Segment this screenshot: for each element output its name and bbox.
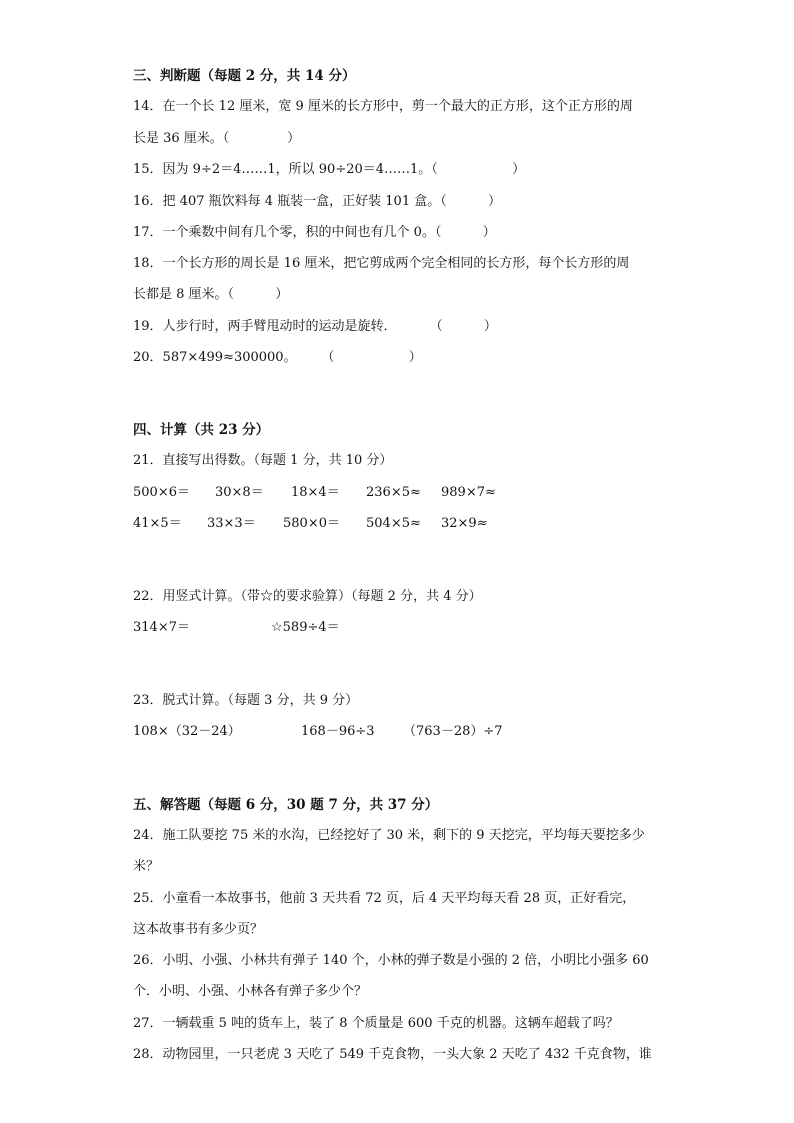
section3-heading: 三、判断题（每题 2 分，共 14 分） — [133, 68, 356, 84]
calc-row-1 — [133, 483, 693, 503]
calc-item: 236×5≈ — [366, 485, 421, 500]
question-16: 16．把 407 瓶饮料每 4 瓶装一盒，正好装 101 盒。（ ） — [133, 194, 502, 209]
calc-item: 989×7≈ — [441, 485, 496, 500]
calc-row-2 — [133, 514, 693, 534]
section5-heading: 五、解答题（每题 6 分，30 题 7 分，共 37 分） — [133, 797, 439, 813]
question-15: 15．因为 9÷2＝4……1，所以 90÷20＝4……1。（ ） — [133, 162, 526, 177]
question-14-line1: 14．在一个长 12 厘米，宽 9 厘米的长方形中，剪一个最大的正方形，这个正方形的周 — [133, 99, 633, 114]
question-19: 19．人步行时，两手臂甩动时的运动是旋转． （ ） — [133, 319, 497, 334]
question-26-line2: 个．小明、小强、小林各有弹子多少个？ — [133, 984, 368, 999]
calc-item: 314×7＝ — [133, 620, 190, 635]
calc-item: ☆589÷4＝ — [271, 620, 340, 635]
question-24-line1: 24．施工队要挖 75 米的水沟，已经挖好了 30 米，剩下的 9 天挖完，平均每天要挖多少 — [133, 828, 645, 843]
question-14-line2: 长是 36 厘米。（ ） — [133, 131, 301, 146]
question-27: 27．一辆载重 5 吨的货车上，装了 8 个质量是 600 千克的机器。这辆车超载了吗？ — [133, 1016, 619, 1031]
question-25-line2: 这本故事书有多少页？ — [133, 922, 264, 937]
question-18-line2: 长都是 8 厘米。（ ） — [133, 287, 289, 302]
question-20: 20．587×499≈300000。 （ ） — [133, 350, 422, 365]
question-25-line1: 25．小童看一本故事书，他前 3 天共看 72 页，后 4 天平均每天看 28 页，正好看完， — [133, 891, 636, 906]
calc-item: 500×6＝ — [133, 485, 190, 500]
question-26-line1: 26．小明、小强、小林共有弹子 140 个，小林的弹子数是小强的 2 倍，小明比小强多 60 — [133, 953, 649, 968]
calc-item: 30×8＝ — [215, 485, 264, 500]
section4-heading: 四、计算（共 23 分） — [133, 422, 270, 438]
calc-item: 41×5＝ — [133, 516, 182, 531]
calc-item: 32×9≈ — [441, 516, 488, 531]
calc-item: 18×4＝ — [291, 485, 340, 500]
calc-item: 33×3＝ — [207, 516, 256, 531]
question-23: 23．脱式计算。（每题 3 分，共 9 分） — [133, 693, 359, 708]
question-18-line1: 18．一个长方形的周长是 16 厘米，把它剪成两个完全相同的长方形，每个长方形的周 — [133, 256, 630, 271]
question-21: 21．直接写出得数。（每题 1 分，共 10 分） — [133, 453, 393, 468]
question-28: 28．动物园里，一只老虎 3 天吃了 549 千克食物，一头大象 2 天吃了 432 千克食物，谁 — [133, 1047, 652, 1062]
calc-item: （763－28）÷7 — [403, 724, 503, 739]
question-24-line2: 米？ — [133, 859, 160, 874]
calc-row-3 — [133, 618, 693, 638]
calc-item: 168－96÷3 — [301, 724, 375, 739]
question-22: 22．用竖式计算。（带☆的要求验算）（每题 2 分，共 4 分） — [133, 589, 482, 604]
calc-row-4 — [133, 722, 693, 742]
calc-item: 504×5≈ — [366, 516, 421, 531]
question-17: 17．一个乘数中间有几个零，积的中间也有几个 0。（ ） — [133, 225, 496, 240]
calc-item: 108×（32－24） — [133, 724, 241, 739]
calc-item: 580×0＝ — [283, 516, 340, 531]
